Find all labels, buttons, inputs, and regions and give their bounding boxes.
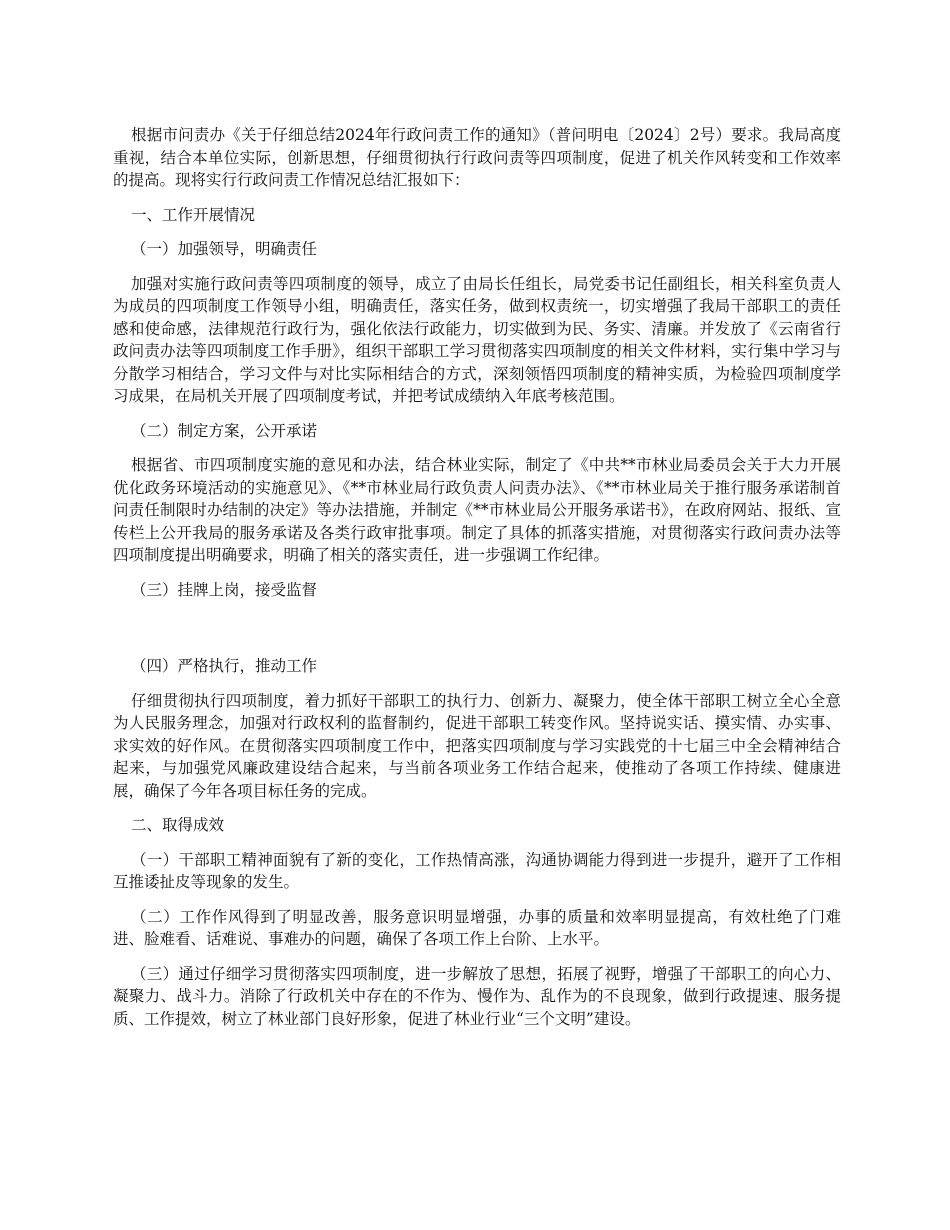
section-1-sub-4-heading: （四）严格执行，推动工作	[131, 657, 318, 675]
document-page	[113, 124, 841, 1042]
section-2-item-2: （二）工作作风得到了明显改善，服务意识明显增强，办事的质量和效率明显提高，有效杜绝了门难进、脸难看、话难说、事难办的问题，确保了各项工作上台阶、上水平。	[113, 907, 841, 948]
intro-paragraph: 根据市问责办《关于仔细总结2024年行政问责工作的通知》（普问明电〔2024〕2号）要求。我局高度重视，结合本单位实际，创新思想，仔细贯彻执行行政问责等四项制度，促进了机关作风转变和工作效率的提高。现将实行行政问责工作情况总结汇报如下：	[113, 126, 841, 189]
blank-space	[113, 613, 841, 655]
section-2-item-1: （一）干部职工精神面貌有了新的变化，工作热情高涨，沟通协调能力得到进一步提升，避开了工作相互推诿扯皮等现象的发生。	[113, 850, 841, 891]
section-1-sub-2-heading: （二）制定方案，公开承诺	[131, 421, 318, 440]
section-1-sub-2-body: 根据省、市四项制度实施的意见和办法，结合林业实际，制定了《中共**市林业局委员会关于大力开展优化政务环境活动的实施意见》、《**市林业局行政负责人问责办法》、《**市林业局关于推行服务承诺制首问责任制限时办结制的决定》等办法措施，并制定《**市林业局公开服务承诺书》，在政府网站、报纸、宣传栏上公开我局的服务承诺及各类行政审批事项。制定了具体的抓落实措施，对贯彻落实行政问责办法等四项制度提出明确要求，明确了相关的落实责任，进一步强调工作纪律。	[113, 456, 841, 564]
section-1-sub-1-body: 加强对实施行政问责等四项制度的领导，成立了由局长任组长，局党委书记任副组长，相关科室负责人为成员的四项制度工作领导小组，明确责任，落实任务，做到权责统一，切实增强了我局干部职工的责任感和使命感，法律规范行政行为，强化依法行政能力，切实做到为民、务实、清廉。并发放了《云南省行政问责办法等四项制度工作手册》，组织干部职工学习贯彻落实四项制度的相关文件材料，实行集中学习与分散学习相结合，学习文件与对比实际相结合的方式，深刻领悟四项制度的精神实质，为检验四项制度学习成果，在局机关开展了四项制度考试，并把考试成绩纳入年底考核范围。	[113, 274, 841, 405]
section-1-sub-4-body: 仔细贯彻执行四项制度，着力抓好干部职工的执行力、创新力、凝聚力，使全体干部职工树立全心全意为人民服务理念，加强对行政权利的监督制约，促进干部职工转变作风。坚持说实话、摸实情、办实事、求实效的好作风。在贯彻落实四项制度工作中，把落实四项制度与学习实践党的十七届三中全会精神结合起来，与加强党风廉政建设结合起来，与当前各项业务工作结合起来，使推动了各项工作持续、健康进展，确保了今年各项目标任务的完成。	[113, 691, 841, 800]
section-2-item-3: （三）通过仔细学习贯彻落实四项制度，进一步解放了思想，拓展了视野，增强了干部职工的向心力、凝聚力、战斗力。消除了行政机关中存在的不作为、慢作为、乱作为的不良现象，做到行政提速、服务提质、工作提效，树立了林业部门良好形象，促进了林业行业“三个文明”建设。	[113, 964, 841, 1028]
section-1-sub-1-heading: （一）加强领导，明确责任	[131, 240, 318, 258]
section-1-heading: 一、工作开展情况	[131, 205, 256, 224]
section-2-heading: 二、取得成效	[131, 816, 225, 834]
section-1-sub-3-heading: （三）挂牌上岗，接受监督	[131, 580, 318, 599]
